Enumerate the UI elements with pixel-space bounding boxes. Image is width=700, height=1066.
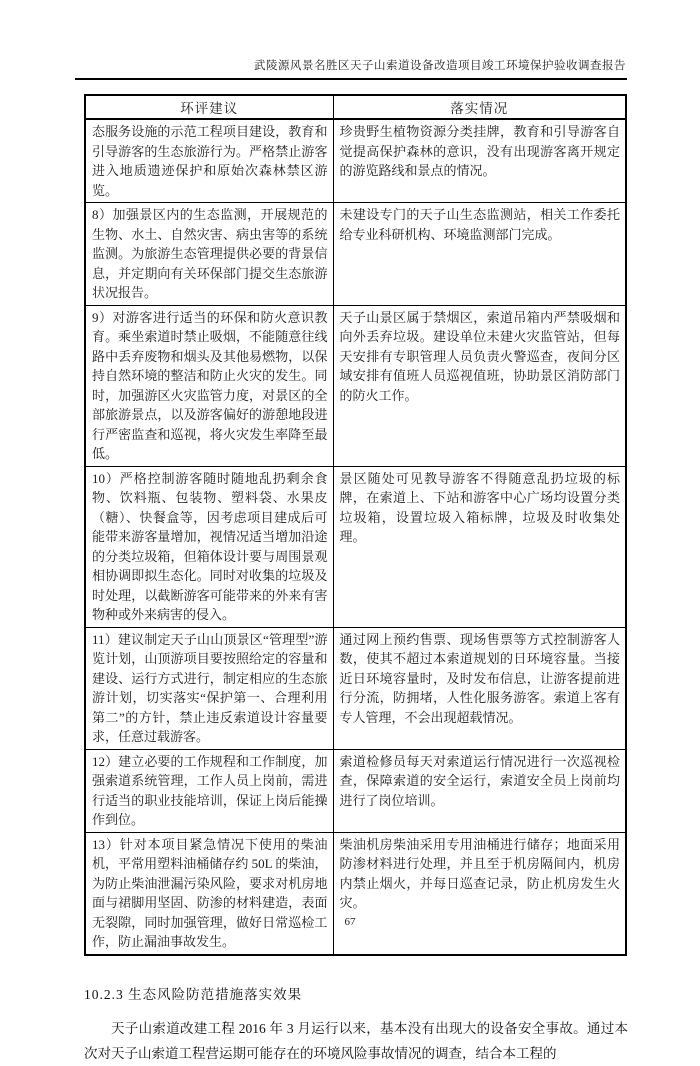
implementation-cell: 天子山景区属于禁烟区，索道吊箱内严禁吸烟和向外丢弃垃圾。建设单位未建火灾监管站，但每天安排有专职管理人员负责火警巡查，夜间分区域安排有值班人员巡视值班，协助景区消防部门的防火工作。 <box>333 305 626 466</box>
section-heading: 10.2.3 生态风险防范措施落实效果 <box>84 986 303 1002</box>
suggestion-cell: 13）针对本项目紧急情况下使用的柴油机，平常用塑料油桶储存约 50L 的柴油，为防止柴油泄漏污染风险，要求对机房地面与裙脚用坚固、防渗的材料建造，表面无裂隙，同时加强管理，做好日常巡检工作，防止漏油事故发生。 <box>85 832 333 955</box>
ea-suggestions-table <box>84 94 627 956</box>
body-paragraph: 天子山索道改建工程 2016 年 3 月运行以来，基本没有出现大的设备安全事故。通过本次对天子山索道工程营运期可能存在的环境风险事故情况的调查，结合本工程的 <box>84 1020 628 1061</box>
running-header-title: 武陵源风景名胜区天子山索道设备改造项目竣工环境保护验收调查报告 <box>254 60 626 72</box>
column-header-suggestion: 环评建议 <box>85 95 333 119</box>
suggestion-cell: 态服务设施的示范工程项目建设，教育和引导游客的生态旅游行为。严格禁止游客进入地质遗迹保护和原始次森林禁区游览。 <box>85 119 333 203</box>
suggestion-cell: 9）对游客进行适当的环保和防火意识教育。乘坐索道时禁止吸烟，不能随意往线路中丢弃废物和烟头及其他易燃物，以保持自然环境的整洁和防止火灾的发生。同时，加强游区火灾监管力度，对景区的全部旅游景点，以及游客偏好的游憩地段进行严密监查和巡视，将火灾发生率降至最低。 <box>85 305 333 466</box>
table-row <box>85 466 626 627</box>
implementation-cell: 索道检修员每天对索道运行情况进行一次巡视检查，保障索道的安全运行，索道安全员上岗前均进行了岗位培训。 <box>333 749 626 832</box>
implementation-cell: 柴油机房柴油采用专用油桶进行储存；地面采用防渗材料进行处理，并且至于机房隔间内，机房内禁止烟火，并每日巡查记录，防止机房发生火灾。 <box>333 832 626 955</box>
table-row <box>85 305 626 466</box>
implementation-cell: 未建设专门的天子山生态监测站，相关工作委托给专业科研机构、环境监测部门完成。 <box>333 203 626 306</box>
table-row <box>85 203 626 306</box>
table-header-row <box>85 95 626 119</box>
table-row <box>85 119 626 203</box>
suggestion-cell: 8）加强景区内的生态监测，开展规范的生物、水土、自然灾害、病虫害等的系统监测。为旅游生态管理提供必要的背景信息，并定期向有关环保部门提交生态旅游状况报告。 <box>85 203 333 306</box>
implementation-cell: 通过网上预约售票、现场售票等方式控制游客人数，使其不超过本索道规划的日环境容量。当接近日环境容量时，及时发布信息，让游客提前进行分流，防拥堵，人性化服务游客。索道上客有专人管理，不会出现超载情况。 <box>333 627 626 749</box>
table-row <box>85 832 626 955</box>
implementation-cell: 景区随处可见教导游客不得随意乱扔垃圾的标牌，在索道上、下站和游客中心广场均设置分类垃圾箱，设置垃圾入箱标牌，垃圾及时收集处理。 <box>333 466 626 627</box>
suggestion-cell: 11）建议制定天子山山顶景区“管理型”游览计划，山顶游项目要按照给定的容量和建设、运行方式进行，制定相应的生态旅游计划，切实落实“保护第一、合理利用第二”的方针，禁止违反索道设计容量要求，任意过载游客。 <box>85 627 333 749</box>
suggestion-cell: 12）建立必要的工作规程和工作制度，加强索道系统管理，工作人员上岗前，需进行适当的职业技能培训，保证上岗后能操作到位。 <box>85 749 333 832</box>
table-row <box>85 627 626 749</box>
table-row <box>85 749 626 832</box>
implementation-cell: 珍贵野生植物资源分类挂牌，教育和引导游客自觉提高保护森林的意识，没有出现游客离开规定的游览路线和景点的情况。 <box>333 119 626 203</box>
column-header-implementation: 落实情况 <box>333 95 626 119</box>
page-number: 67 <box>344 916 356 928</box>
header-rule <box>75 78 627 80</box>
suggestion-cell: 10）严格控制游客随时随地乱扔剩余食物、饮料瓶、包装物、塑料袋、水果皮（糖）、快餐盒等，因考虑项目建成后可能带来游客量增加，视情况适当增加沿途的分类垃圾箱，但箱体设计要与周围景观相协调即拟生态化。同时对收集的垃圾及时处理，以截断游客可能带来的外来有害物种或外来病害的侵入。 <box>85 466 333 627</box>
